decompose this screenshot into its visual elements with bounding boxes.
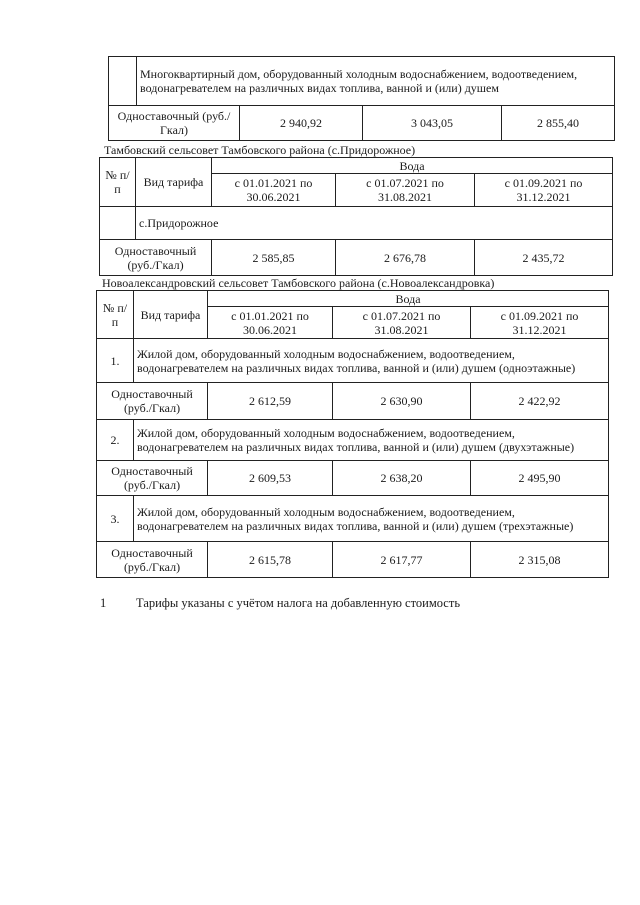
building-description: Жилой дом, оборудованный холодным водоснабжением, водоотведением, водонагревателем на различных видах топлива, ванной и (или) душем (двухэтажные) bbox=[134, 420, 609, 461]
value-cell: 2 422,92 bbox=[471, 383, 609, 420]
value-cell: 2 585,85 bbox=[212, 240, 336, 276]
value-cell: 2 435,72 bbox=[475, 240, 613, 276]
period-header: с 01.07.2021 по 31.08.2021 bbox=[333, 307, 471, 339]
period-header: с 01.01.2021 по 30.06.2021 bbox=[212, 174, 336, 207]
period-header: с 01.01.2021 по 30.06.2021 bbox=[208, 307, 333, 339]
period-header: с 01.07.2021 по 31.08.2021 bbox=[336, 174, 475, 207]
column-header-tariff-type: Вид тарифа bbox=[136, 158, 212, 207]
value-cell: 2 315,08 bbox=[471, 542, 609, 578]
value-cell: 3 043,05 bbox=[363, 106, 502, 141]
section-heading-pridorozhnoe: Тамбовский сельсовет Тамбовского района (с.Придорожное) bbox=[104, 143, 416, 157]
value-cell: 2 615,78 bbox=[208, 542, 333, 578]
value-cell: 2 617,77 bbox=[333, 542, 471, 578]
row-number: 2. bbox=[97, 420, 134, 461]
building-description: Многоквартирный дом, оборудованный холодным водоснабжением, водоотведением, водонагревателем на различных видах топлива, ванной и (или) душем bbox=[137, 57, 615, 106]
footnote-text: Тарифы указаны с учётом налога на добавленную стоимость bbox=[136, 596, 461, 610]
section-heading-novoaleksandrovka: Новоалександровский сельсовет Тамбовского района (с.Новоалександровка) bbox=[102, 276, 495, 290]
value-cell: 2 676,78 bbox=[336, 240, 475, 276]
column-header-water: Вода bbox=[208, 291, 609, 307]
value-cell: 2 630,90 bbox=[333, 383, 471, 420]
table-novoaleksandrovka bbox=[96, 290, 609, 578]
rate-label: Одноставочный (руб./Гкал) bbox=[97, 461, 208, 496]
column-header-tariff-type: Вид тарифа bbox=[134, 291, 208, 339]
table-top-block bbox=[108, 56, 615, 141]
num-cell-empty bbox=[100, 207, 136, 240]
column-header-number: № п/п bbox=[97, 291, 134, 339]
place-name: с.Придорожное bbox=[136, 207, 613, 240]
period-header: с 01.09.2021 по 31.12.2021 bbox=[471, 307, 609, 339]
value-cell: 2 609,53 bbox=[208, 461, 333, 496]
period-header: с 01.09.2021 по 31.12.2021 bbox=[475, 174, 613, 207]
value-cell: 2 612,59 bbox=[208, 383, 333, 420]
rate-label: Одноставочный (руб./Гкал) bbox=[109, 106, 240, 141]
footnote-marker: 1 bbox=[100, 596, 107, 610]
table-pridorozhnoe bbox=[99, 157, 613, 276]
value-cell: 2 855,40 bbox=[502, 106, 615, 141]
num-cell-empty bbox=[109, 57, 137, 106]
column-header-water: Вода bbox=[212, 158, 613, 174]
building-description: Жилой дом, оборудованный холодным водоснабжением, водоотведением, водонагревателем на различных видах топлива, ванной и (или) душем (трехэтажные) bbox=[134, 496, 609, 542]
column-header-number: № п/п bbox=[100, 158, 136, 207]
value-cell: 2 495,90 bbox=[471, 461, 609, 496]
rate-label: Одноставочный (руб./Гкал) bbox=[97, 542, 208, 578]
row-number: 1. bbox=[97, 339, 134, 383]
value-cell: 2 940,92 bbox=[240, 106, 363, 141]
value-cell: 2 638,20 bbox=[333, 461, 471, 496]
row-number: 3. bbox=[97, 496, 134, 542]
building-description: Жилой дом, оборудованный холодным водоснабжением, водоотведением, водонагревателем на различных видах топлива, ванной и (или) душем (одноэтажные) bbox=[134, 339, 609, 383]
rate-label: Одноставочный (руб./Гкал) bbox=[100, 240, 212, 276]
rate-label: Одноставочный (руб./Гкал) bbox=[97, 383, 208, 420]
